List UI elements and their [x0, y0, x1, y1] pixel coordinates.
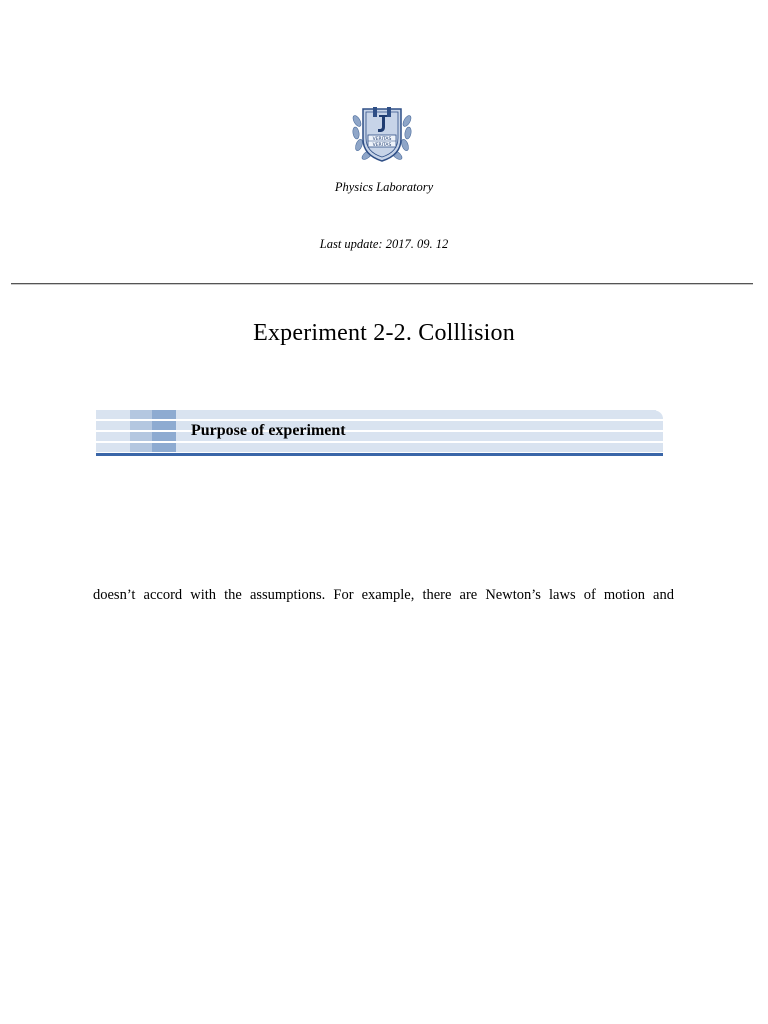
body-text-line: doesn’t accord with the assumptions. For example, there are Newton’s laws of motion and [93, 587, 674, 603]
section-heading-label: Purpose of experiment [191, 422, 346, 439]
crest-motto-top: VERITAS [372, 137, 392, 142]
last-update-date: Last update: 2017. 09. 12 [319, 237, 449, 251]
crest-motto-bottom: VERITAS [372, 143, 392, 148]
document-title: Experiment 2-2. Colllision [253, 320, 515, 346]
section-heading-purpose [96, 410, 663, 456]
crest-graphic [351, 103, 413, 163]
header-divider [11, 283, 753, 285]
lab-name: Physics Laboratory [334, 180, 434, 194]
section-heading-band [96, 410, 663, 456]
university-crest-icon [351, 103, 413, 163]
